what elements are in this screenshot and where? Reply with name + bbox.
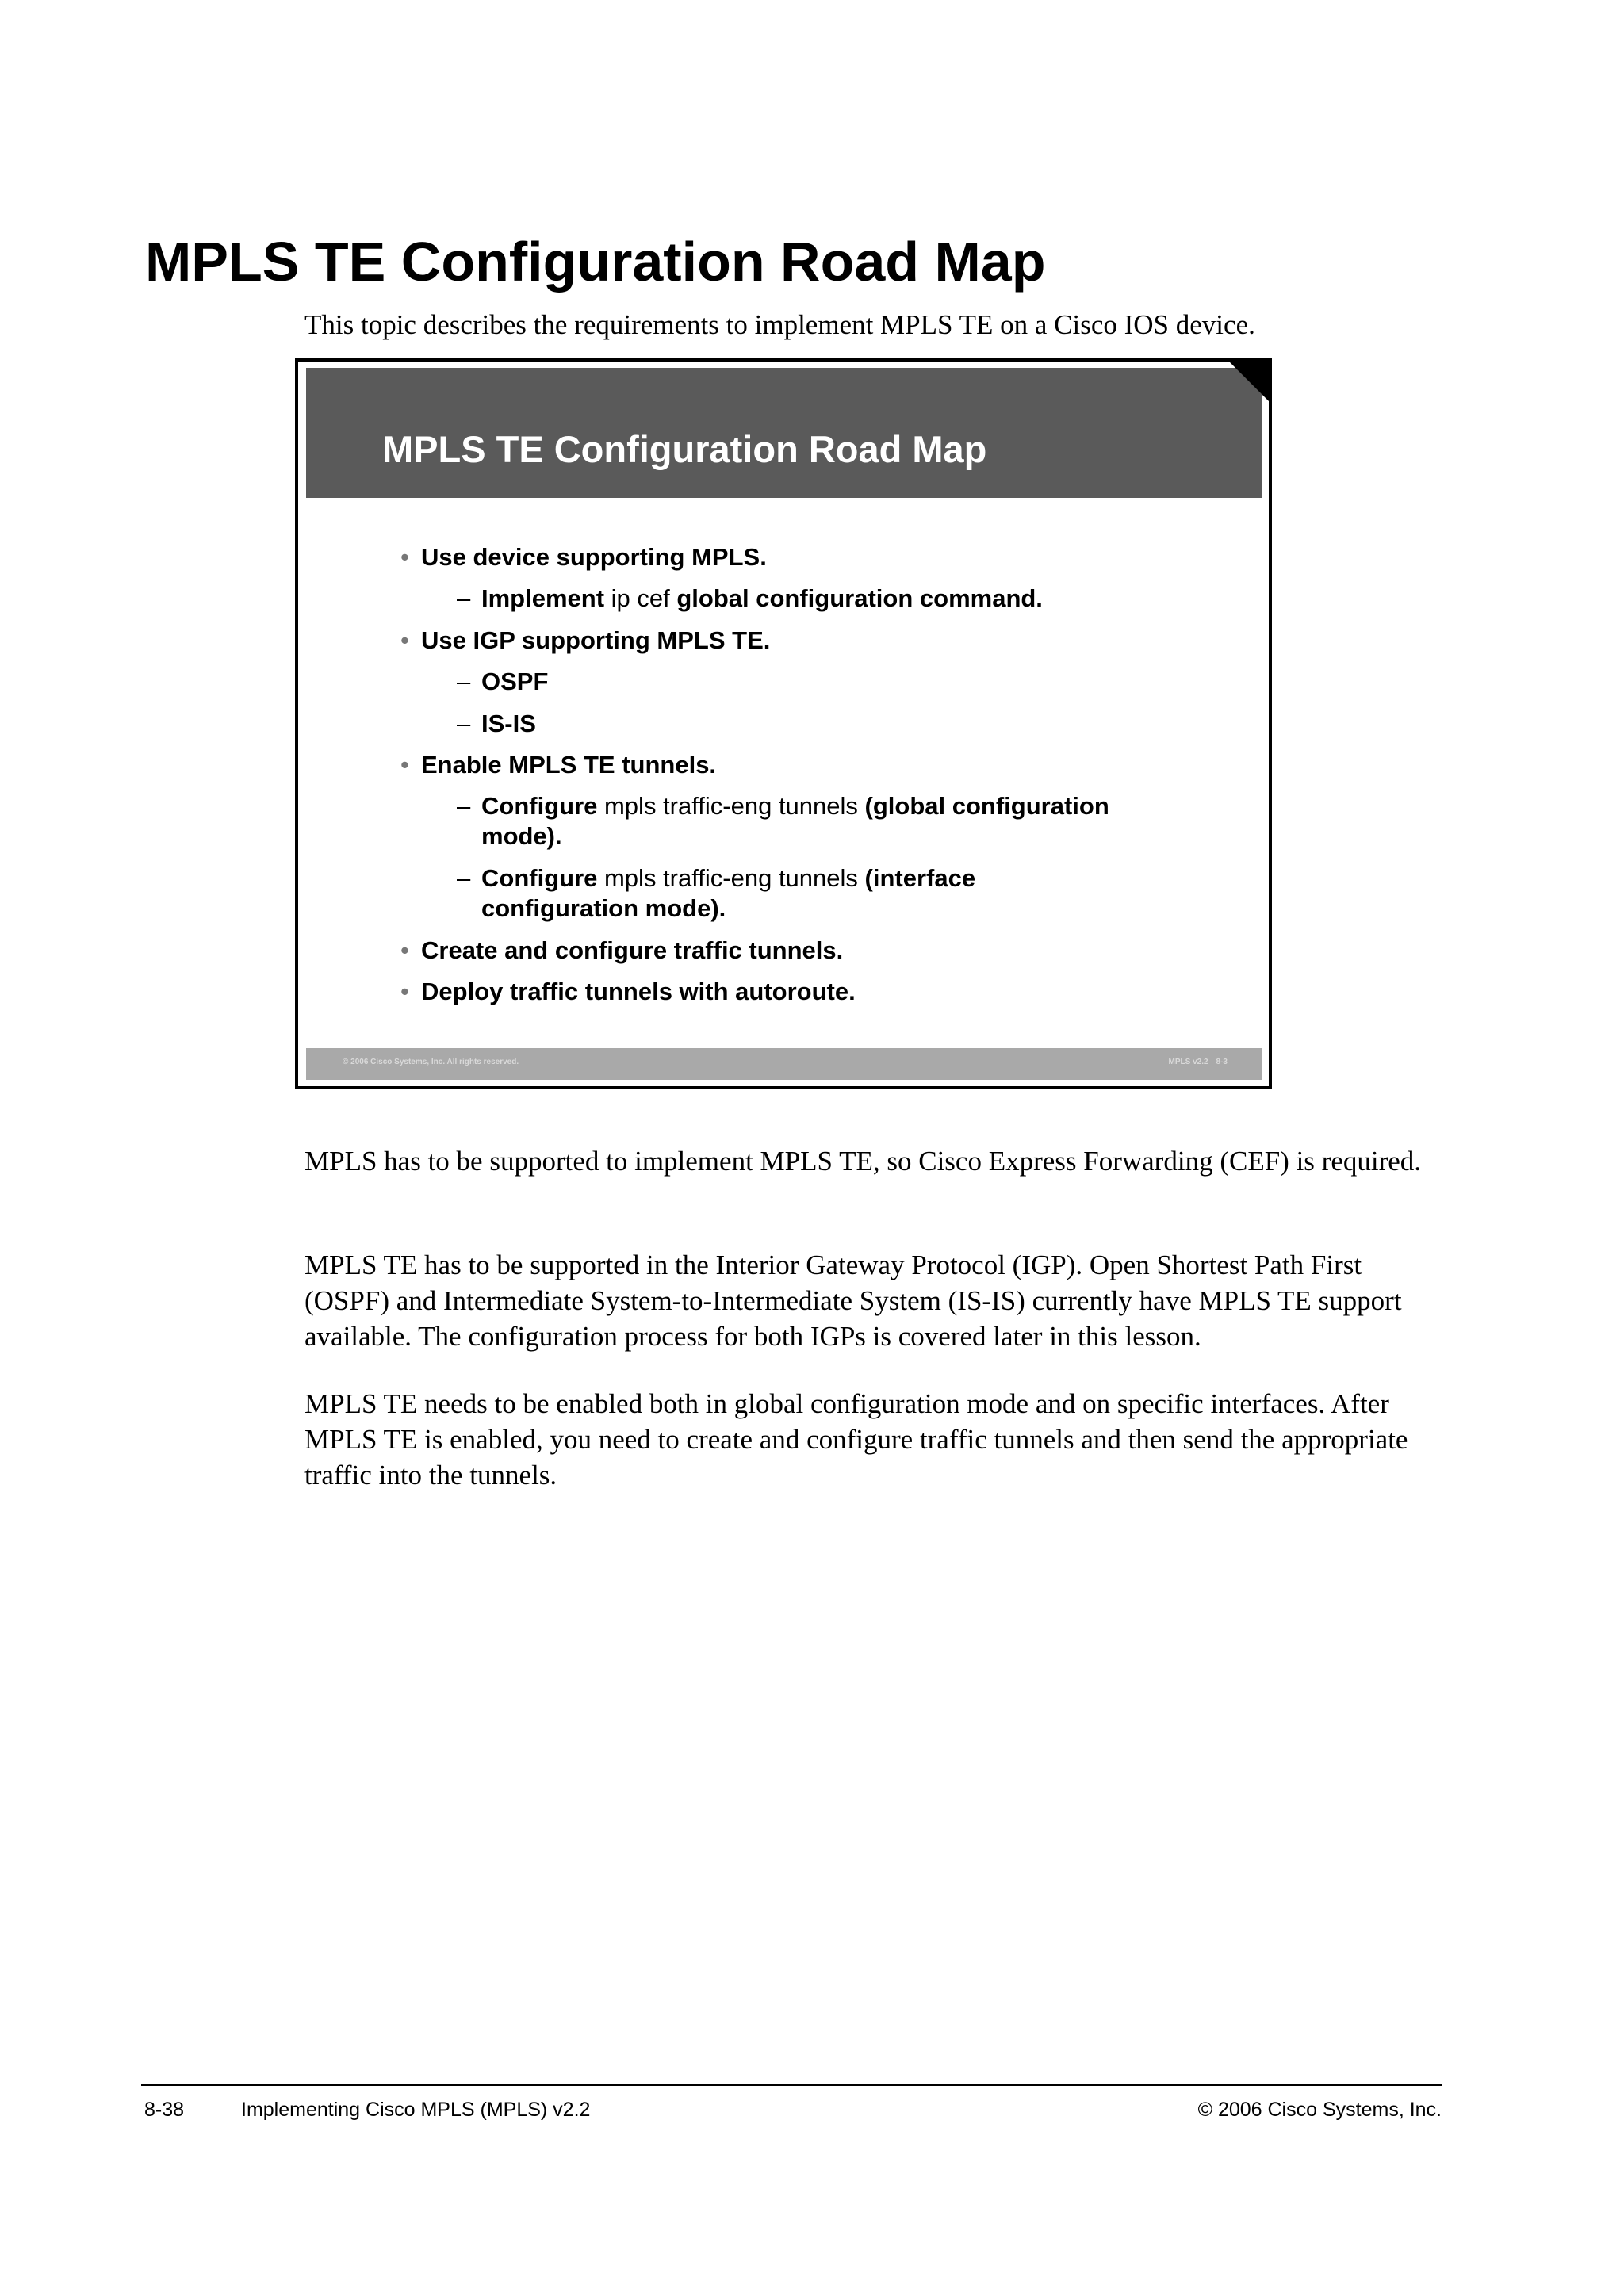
slide-bullet-list (298, 362, 1269, 1086)
bullet-marker: • (400, 626, 409, 654)
sub-bullet-text (481, 863, 1139, 924)
body-paragraph: MPLS TE has to be supported in the Interior Gateway Protocol (IGP). Open Shortest Path First (OSPF) and Intermediate System-to-Intermediate System (IS-IS) currently have MPLS TE support available. The configuration process for both IGPs is covered later in this lesson. (304, 1249, 1402, 1352)
bold-text: Configure (481, 864, 598, 892)
bullet-text: Enable MPLS TE tunnels. (421, 751, 717, 779)
sub-bullet-item (457, 584, 1202, 614)
course-title: Implementing Cisco MPLS (MPLS) v2.2 (241, 2099, 591, 2121)
bullet-text: Create and configure traffic tunnels. (421, 936, 844, 964)
slide-figure (295, 358, 1272, 1089)
bold-text: Configure (481, 792, 598, 820)
bullet-marker: • (400, 543, 409, 571)
bold-text: (global configuration mode). (481, 792, 1109, 850)
bullet-item (400, 542, 767, 572)
sub-bullet-item (457, 667, 1202, 697)
sub-bullet-item (457, 709, 1202, 739)
sub-bullet-item (457, 791, 1139, 851)
bullet-text: Use device supporting MPLS. (421, 543, 767, 571)
slide-copyright: © 2006 Cisco Systems, Inc. All rights reserved. (343, 1058, 519, 1066)
page-number: 8-38 (144, 2099, 185, 2121)
bullet-text: Deploy traffic tunnels with autoroute. (421, 978, 856, 1005)
slide-footer (306, 1048, 1262, 1080)
bullet-item (400, 936, 844, 966)
dash-marker: – (457, 792, 471, 820)
dash-marker: – (457, 584, 471, 612)
bullet-item (400, 750, 717, 780)
sub-bullet-text (481, 709, 1202, 739)
bullet-item (400, 626, 771, 656)
body-paragraph: MPLS has to be supported to implement MPLS TE, so Cisco Express Forwarding (CEF) is required. (304, 1146, 1422, 1177)
dash-marker: – (457, 668, 471, 695)
bullet-text: Use IGP supporting MPLS TE. (421, 626, 771, 654)
bold-text: OSPF (481, 668, 549, 695)
body-paragraph: MPLS TE needs to be enabled both in global configuration mode and on specific interfaces. After MPLS TE is enabled, you need to create and configure traffic tunnels and then send the appropriate traffic into the tunnels. (304, 1388, 1408, 1490)
sub-bullet-text (481, 584, 1202, 614)
footer-copyright: © 2006 Cisco Systems, Inc. (1197, 2099, 1442, 2121)
slide-number: MPLS v2.2—8-3 (1168, 1058, 1228, 1066)
dash-marker: – (457, 864, 471, 892)
intro-text: This topic describes the requirements to implement MPLS TE on a Cisco IOS device. (304, 309, 1255, 340)
bold-text: (interface configuration mode). (481, 864, 976, 922)
bold-text: IS-IS (481, 710, 536, 737)
bullet-marker: • (400, 936, 409, 964)
bullet-item (400, 977, 856, 1007)
page-title: MPLS TE Configuration Road Map (145, 231, 1046, 293)
command-text: ip cef (604, 584, 677, 612)
footer-divider (141, 2084, 1442, 2086)
command-text: mpls traffic-eng tunnels (597, 792, 865, 820)
sub-bullet-item (457, 863, 1139, 924)
sub-bullet-text (481, 667, 1202, 697)
bullet-marker: • (400, 751, 409, 779)
bold-text: Implement (481, 584, 605, 612)
sub-bullet-text (481, 791, 1139, 851)
bullet-marker: • (400, 978, 409, 1005)
command-text: mpls traffic-eng tunnels (597, 864, 865, 892)
dash-marker: – (457, 710, 471, 737)
bold-text: global configuration command. (676, 584, 1043, 612)
slide-title: MPLS TE Configuration Road Map (382, 428, 987, 470)
